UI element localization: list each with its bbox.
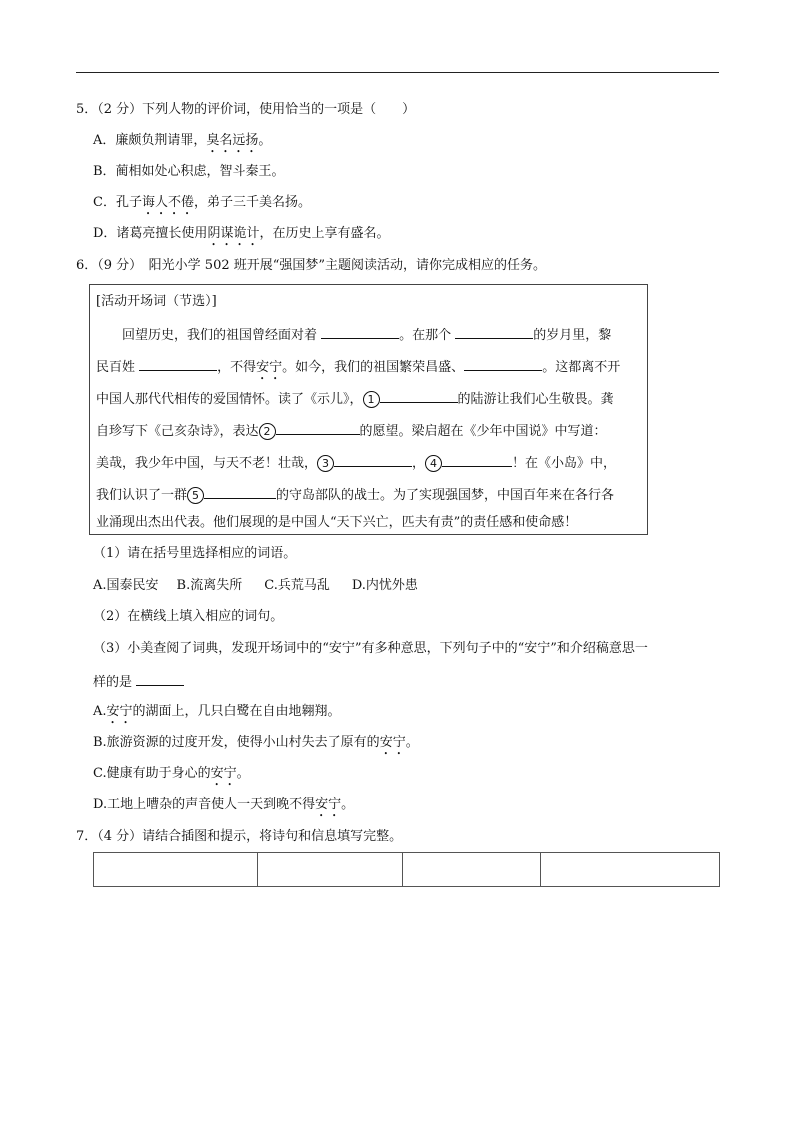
q6-sub2: （2）在横线上填入相应的词句。 [93,609,284,624]
answer-blank [276,420,360,435]
passage-line-3: 中国人那代代相传的爱国情怀。读了《示儿》， 1 的陆游让我们心生敬畏。龚 [96,388,614,409]
q6-choices: A.国泰民安 B.流离失所 C.兵荒马乱 D.内忧外患 [93,578,418,593]
answer-blank [321,324,399,339]
circled-number-3: 3 [317,455,334,472]
passage-line-1: 回望历史，我们的祖国曾经面对着 。在那个 的岁月里，黎 [122,324,611,345]
q7-table [93,852,720,887]
passage-line-5: 美哉，我少年中国，与天不老！壮哉， 3 ， 4 ！在《小岛》中， [96,452,616,473]
circled-number-5: 5 [187,487,204,504]
answer-blank [139,356,217,371]
answer-blank [464,356,542,371]
passage-line-2: 民百姓 ，不得安宁。如今，我们的祖国繁荣昌盛、 。这都离不开 [96,356,620,383]
activity-passage-box [89,284,648,535]
box-title: [活动开场词（节选）] [96,294,217,309]
passage-line-4: 自珍写下《己亥杂诗》，表达 2 的愿望。梁启超在《少年中国说》中写道： [96,420,607,441]
table-cell [541,853,720,887]
answer-blank [204,484,276,499]
header-rule [76,72,719,73]
answer-blank [455,324,533,339]
q5-option-d: D．诸葛亮擅长使用阴谋诡计，在历史上享有盛名。 [93,226,390,241]
q6-option-b: B.旅游资源的过度开发，使得小山村失去了原有的安宁。 [93,735,419,750]
q7-stem: 7．（4 分）请结合插图和提示，将诗句和信息填写完整。 [76,829,403,844]
answer-blank [136,671,184,686]
answer-blank [442,452,512,467]
q6-option-d: D.工地上嘈杂的声音使人一天到晚不得安宁。 [93,797,355,812]
circled-number-1: 1 [363,391,380,408]
q6-option-c: C.健康有助于身心的安宁。 [93,766,250,781]
q6-option-a: A.安宁的湖面上，几只白鹭在自由地翱翔。 [93,704,341,719]
q5-option-b: B．蔺相如处心积虑，智斗秦王。 [93,164,285,179]
circled-number-2: 2 [259,423,276,440]
answer-blank [334,452,412,467]
q6-sub1: （1）请在括号里选择相应的词语。 [93,546,297,561]
q6-sub3-line1: （3）小美查阅了词典，发现开场词中的“安宁”有多种意思，下列句子中的“安宁”和介绍稿意思一 [93,641,648,656]
answer-blank [380,388,458,403]
q5-option-a: A．廉颇负荆请罪，臭名远扬。 [93,133,272,148]
q6-sub3-line2: 样的是 [93,671,184,692]
passage-line-7: 业涌现出杰出代表。他们展现的是中国人“天下兴亡，匹夫有责”的责任感和使命感！ [96,515,578,530]
passage-line-6: 我们认识了一群 5 的守岛部队的战士。为了实现强国梦，中国百年来在各行各 [96,484,614,505]
q6-stem: 6．（9 分） 阳光小学 502 班开展“强国梦”主题阅读活动，请你完成相应的任务。 [76,258,547,273]
table-cell [402,853,541,887]
q5-option-c: C．孔子诲人不倦，弟子三千美名扬。 [93,195,311,210]
table-cell [94,853,258,887]
circled-number-4: 4 [425,455,442,472]
q5-stem: 5．（2 分）下列人物的评价词，使用恰当的一项是（ ） [76,102,416,117]
table-cell [257,853,402,887]
